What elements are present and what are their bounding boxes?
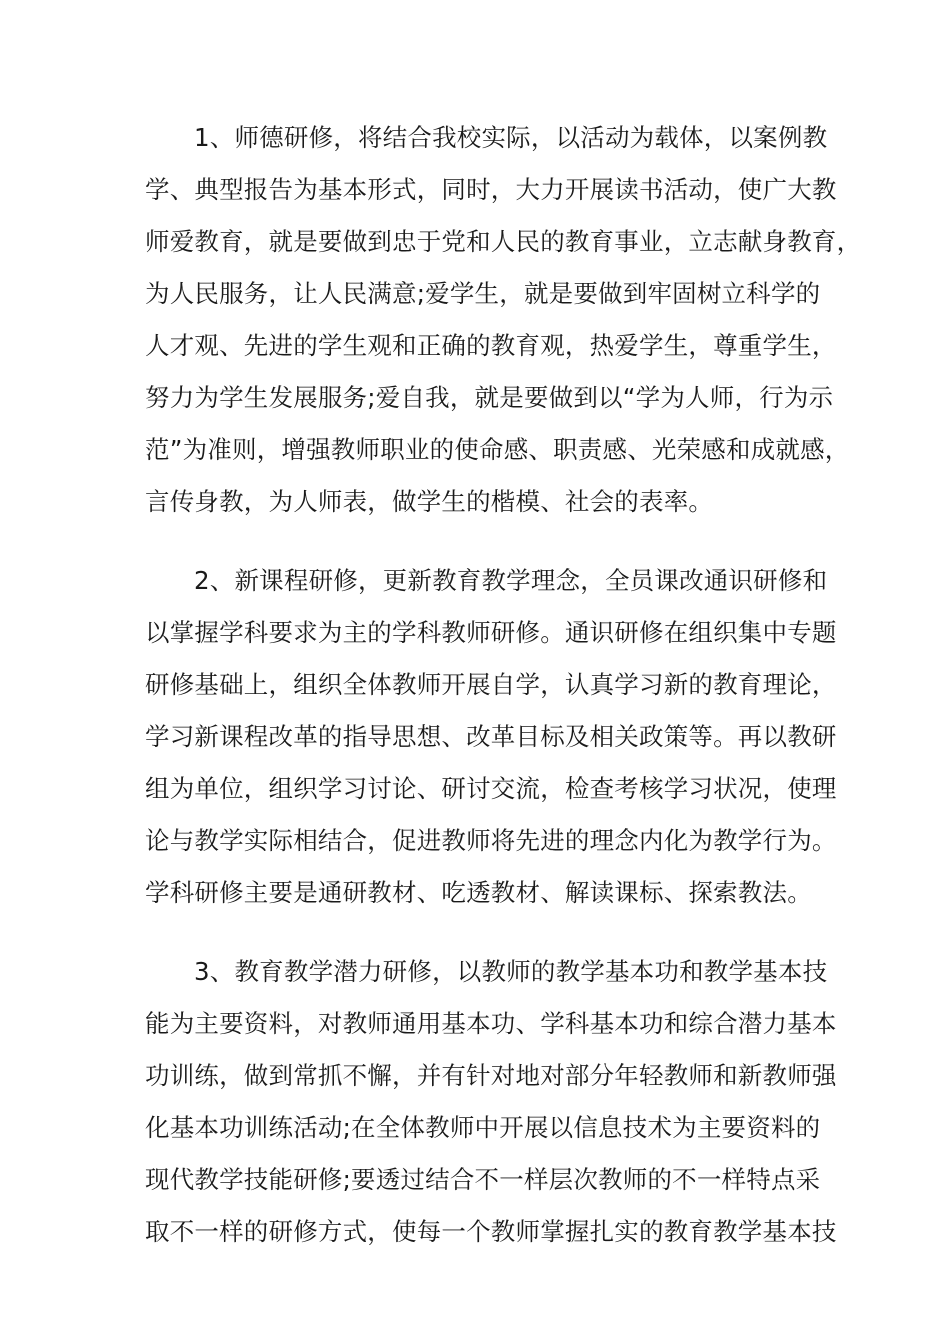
text-line: 言传身教，为人师表，做学生的楷模、社会的表率。	[145, 487, 714, 516]
text-line: 学科研修主要是通研教材、吃透教材、解读课标、探索教法。	[145, 878, 812, 907]
text-line: 3、教育教学潜力研修，以教师的教学基本功和教学基本技	[194, 957, 828, 986]
text-line: 功训练，做到常抓不懈，并有针对地对部分年轻教师和新教师强	[145, 1061, 837, 1090]
text-line: 学习新课程改革的指导思想、改革目标及相关政策等。再以教研	[145, 722, 837, 751]
text-line: 取不一样的研修方式，使每一个教师掌握扎实的教育教学基本技	[145, 1217, 837, 1246]
paragraph-2	[145, 555, 837, 919]
text-line: 论与教学实际相结合，促进教师将先进的理念内化为教学行为。	[145, 826, 837, 855]
paragraph-3	[145, 946, 837, 1258]
text-line: 人才观、先进的学生观和正确的教育观，热爱学生，尊重学生，	[145, 331, 837, 360]
text-line: 学、典型报告为基本形式，同时，大力开展读书活动，使广大教	[145, 175, 837, 204]
text-line: 为人民服务，让人民满意;爱学生，就是要做到牢固树立科学的	[145, 279, 821, 308]
text-line: 2、新课程研修，更新教育教学理念，全员课改通识研修和	[194, 566, 828, 595]
text-line: 努力为学生发展服务;爱自我，就是要做到以“学为人师，行为示	[145, 383, 834, 412]
text-line: 范”为准则，增强教师职业的使命感、职责感、光荣感和成就感，	[145, 435, 850, 464]
text-line: 化基本功训练活动;在全体教师中开展以信息技术为主要资料的	[145, 1113, 821, 1142]
text-line: 组为单位，组织学习讨论、研讨交流，检查考核学习状况，使理	[145, 774, 837, 803]
text-line: 以掌握学科要求为主的学科教师研修。通识研修在组织集中专题	[145, 618, 837, 647]
document-body	[145, 112, 862, 1258]
text-line: 师爱教育，就是要做到忠于党和人民的教育事业，立志献身教育，	[145, 227, 862, 256]
text-line: 现代教学技能研修;要透过结合不一样层次教师的不一样特点采	[145, 1165, 821, 1194]
text-line: 1、师德研修，将结合我校实际，以活动为载体，以案例教	[194, 123, 828, 152]
paragraph-1	[145, 112, 862, 528]
text-line: 能为主要资料，对教师通用基本功、学科基本功和综合潜力基本	[145, 1009, 837, 1038]
text-line: 研修基础上，组织全体教师开展自学，认真学习新的教育理论，	[145, 670, 837, 699]
